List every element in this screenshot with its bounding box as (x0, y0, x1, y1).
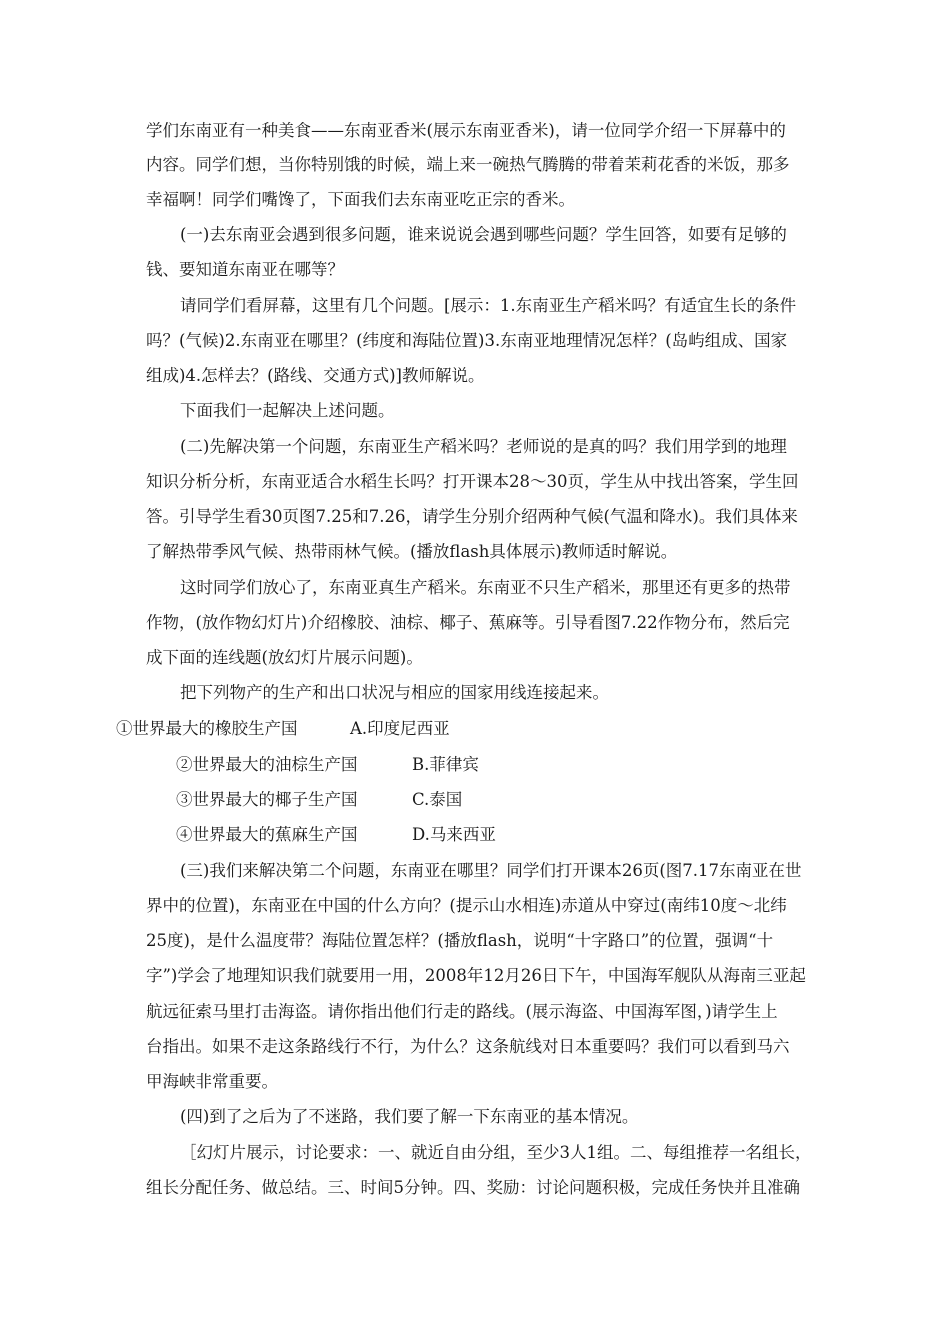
text-line: 组长分配任务、做总结。三、时间5分钟。四、奖励：讨论问题积极，完成任务快并且准确 (146, 1178, 800, 1197)
text-line: 成下面的连线题(放幻灯片展示问题)。 (146, 648, 423, 667)
text-line: 幸福啊！同学们嘴馋了，下面我们去东南亚吃正宗的香米。 (146, 190, 575, 209)
text-line: 内容。同学们想，当你特别饿的时候，端上来一碗热气腾腾的带着茉莉花香的米饭，那多 (146, 155, 790, 174)
text-line: 请同学们看屏幕，这里有几个问题。[展示：1.东南亚生产稻米吗？有适宜生长的条件 (180, 296, 797, 315)
text-line: 知识分析分析，东南亚适合水稻生长吗？打开课本28～30页，学生从中找出答案，学生回 (146, 472, 799, 491)
text-line: 了解热带季风气候、热带雨林气候。(播放flash具体展示)教师适时解说。 (146, 542, 678, 561)
text-line: 钱、要知道东南亚在哪等？ (146, 260, 344, 279)
text-line: 答。引导学生看30页图7.25和7.26，请学生分别介绍两种气候(气温和降水)。我们具体来 (146, 507, 798, 526)
text-line: 航远征索马里打击海盗。请你指出他们行走的路线。(展示海盗、中国海军图，)请学生上 (146, 1002, 778, 1021)
text-line: 甲海峡非常重要。 (146, 1072, 278, 1091)
text-line: 下面我们一起解决上述问题。 (180, 401, 395, 420)
text-line: (二)先解决第一个问题，东南亚生产稻米吗？老师说的是真的吗？我们用学到的地理 (180, 437, 787, 456)
matching-item-left: ①世界最大的橡胶生产国 (116, 719, 298, 738)
matching-item-left: ③世界最大的椰子生产国 (176, 790, 358, 809)
matching-item-right: B.菲律宾 (412, 755, 479, 774)
text-line: 把下列物产的生产和出口状况与相应的国家用线连接起来。 (180, 683, 609, 702)
matching-item-left: ②世界最大的油棕生产国 (176, 755, 358, 774)
text-line: 作物，(放作物幻灯片)介绍橡胶、油棕、椰子、蕉麻等。引导看图7.22作物分布，然后完 (146, 613, 790, 632)
text-line: (一)去东南亚会遇到很多问题，谁来说说会遇到哪些问题？学生回答，如要有足够的 (180, 225, 787, 244)
matching-item-right: C.泰国 (412, 790, 463, 809)
matching-item-right: D.马来西亚 (412, 825, 496, 844)
text-line: 吗？(气候)2.东南亚在哪里？(纬度和海陆位置)3.东南亚地理情况怎样？(岛屿组成、国家 (146, 331, 788, 350)
text-line: 这时同学们放心了，东南亚真生产稻米。东南亚不只生产稻米，那里还有更多的热带 (180, 578, 791, 597)
text-line: 25度)，是什么温度带？海陆位置怎样？(播放flash，说明“十字路口”的位置，强调“十 (146, 931, 774, 950)
text-line: ［幻灯片展示，讨论要求：一、就近自由分组，至少3人1组。二、每组推荐一名组长， (180, 1143, 812, 1162)
text-line: 台指出。如果不走这条路线行不行，为什么？这条航线对日本重要吗？我们可以看到马六 (146, 1037, 790, 1056)
text-line: (四)到了之后为了不迷路，我们要了解一下东南亚的基本情况。 (180, 1107, 639, 1126)
text-line: 组成)4.怎样去？(路线、交通方式)]教师解说。 (146, 366, 485, 385)
text-line: 界中的位置)，东南亚在中国的什么方向？(提示山水相连)赤道从中穿过(南纬10度～北纬 (146, 896, 787, 915)
matching-item-right: A.印度尼西亚 (350, 719, 450, 738)
text-line: 字”)学会了地理知识我们就要用一用，2008年12月26日下午，中国海军舰队从海南三亚起 (146, 966, 806, 985)
text-line: (三)我们来解决第二个问题，东南亚在哪里？同学们打开课本26页(图7.17东南亚在世 (180, 861, 802, 880)
text-line: 学们东南亚有一种美食——东南亚香米(展示东南亚香米)，请一位同学介绍一下屏幕中的 (146, 121, 786, 140)
matching-item-left: ④世界最大的蕉麻生产国 (176, 825, 358, 844)
